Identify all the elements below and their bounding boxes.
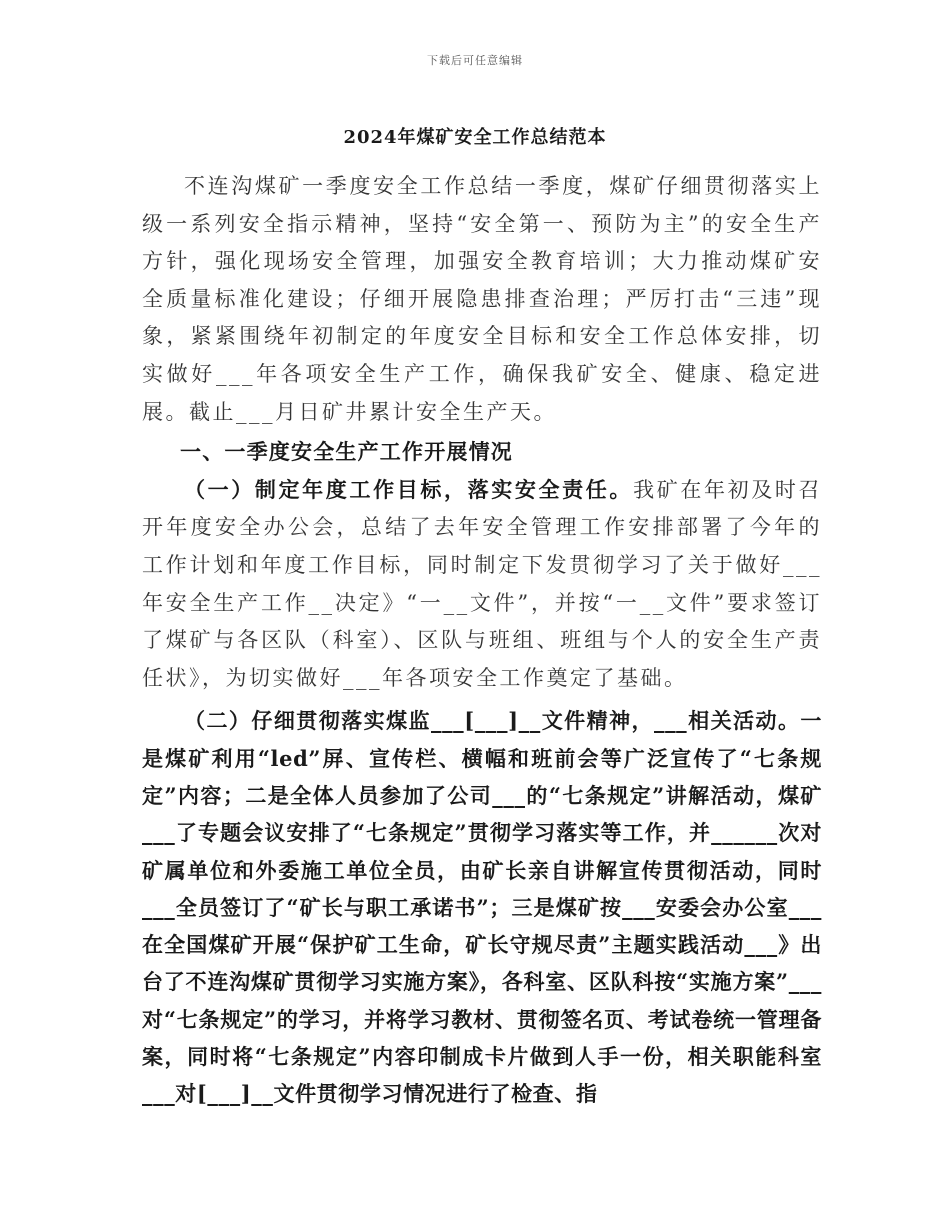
page-header-note: 下载后可任意编辑 [427,54,523,67]
document-title: 2024年煤矿安全工作总结范本 [343,127,607,148]
section-heading: 一、一季度安全生产工作开展情况 [180,439,513,465]
document-body [142,168,822,1113]
paragraph-lead: （一）制定年度工作目标，落实安全责任。 [184,476,634,502]
paragraph-implementation: （二）仔细贯彻落实煤监___[___]__文件精神，___相关活动。一是煤矿利用“led”屏、宣传栏、横幅和班前会等广泛宣传了“七条规定”内容；二是全体人员参加了公司___的“七条规定”讲解活动，煤矿___了专题会议安排了“七条规定”贯彻学习落实等工作，并______次对矿属单位和外委施工单位全员，由矿长亲自讲解宣传贯彻活动，同时___全员签订了“矿长与职工承诺书”；三是煤矿按___安委会办公室___在全国煤矿开展“保护矿工生命，矿长守规尽责”主题实践活动___》出台了不连沟煤矿贯彻学习实施方案》，各科室、区队科按“实施方案”___对“七条规定”的学习，并将学习教材、贯彻签名页、考试卷统一管理备案，同时将“七条规定”内容印制成卡片做到人手一份，相关职能科室___对[___]__文件贯彻学习情况进行了检查、指 [142,708,822,1107]
paragraph-targets [142,471,822,698]
paragraph-body: 我矿在年初及时召开年度安全办公会，总结了去年安全管理工作安排部署了今年的工作计划和年度工作目标，同时制定下发贯彻学习了关于做好___年安全生产工作__决定》“一__文件”，并按“一__文件”要求签订了煤矿与各区队（科室）、区队与班组、班组与个人的安全生产责任状》，为切实做好___年各项安全工作奠定了基础。 [142,477,823,690]
intro-paragraph: 不连沟煤矿一季度安全工作总结一季度，煤矿仔细贯彻落实上级一系列安全指示精神，坚持“安全第一、预防为主”的安全生产方针，强化现场安全管理，加强安全教育培训；大力推动煤矿安全质量标准化建设；仔细开展隐患排查治理；严厉打击“三违”现象，紧紧围绕年初制定的年度安全目标和安全工作总体安排，切实做好___年各项安全生产工作，确保我矿安全、健康、稳定进展。截止___月日矿井累计安全生产天。 [142,174,822,424]
